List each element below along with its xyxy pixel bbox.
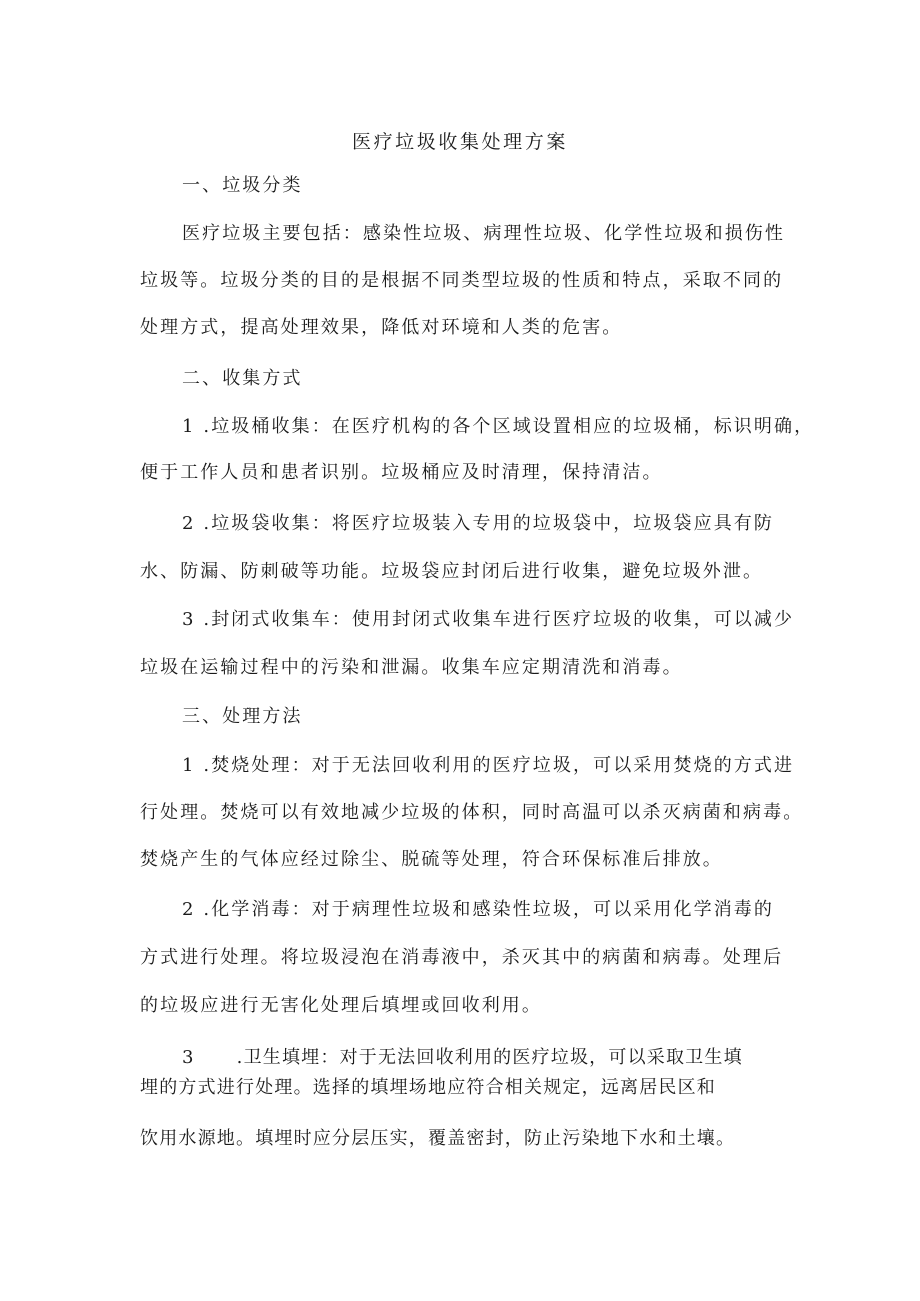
item-number: 2: [182, 513, 196, 534]
item-number: 2: [182, 899, 196, 920]
paragraph-line: 垃圾等。垃圾分类的目的是根据不同类型垃圾的性质和特点，采取不同的: [140, 270, 784, 291]
item-number: 3: [182, 1047, 195, 1068]
paragraph-line: 医疗垃圾主要包括：感染性垃圾、病理性垃圾、化学性垃圾和损伤性: [182, 223, 785, 244]
paragraph-line: 垃圾在运输过程中的污染和泄漏。收集车应定期清洗和消毒。: [140, 657, 683, 678]
paragraph-line: 行处理。焚烧可以有效地减少垃圾的体积，同时高温可以杀灭病菌和病毒。: [140, 802, 804, 823]
list-item: [182, 1047, 743, 1069]
section-heading: 三、处理方法: [182, 706, 303, 727]
section-heading: 一、垃圾分类: [182, 175, 303, 196]
paragraph-line: 的垃圾应进行无害化处理后填埋或回收利用。: [140, 995, 542, 1016]
item-text: .封闭式收集车：使用封闭式收集车进行医疗垃圾的收集，可以减少: [203, 609, 795, 630]
item-text: .垃圾桶收集：在医疗机构的各个区域设置相应的垃圾桶，标识明确，: [203, 416, 815, 437]
item-text: .垃圾袋收集：将医疗垃圾装入专用的垃圾袋中，垃圾袋应具有防: [203, 513, 775, 534]
list-item: [182, 609, 794, 631]
list-item: [182, 416, 814, 438]
paragraph-line: 饮用水源地。填埋时应分层压实，覆盖密封，防止污染地下水和土壤。: [140, 1128, 736, 1149]
list-item: [182, 513, 774, 535]
item-text: .化学消毒：对于病理性垃圾和感染性垃圾，可以采用化学消毒的: [203, 899, 775, 920]
item-text: .卫生填埋：对于无法回收利用的医疗垃圾，可以采取卫生填: [236, 1047, 743, 1068]
paragraph-line: 埋的方式进行处理。选择的填埋场地应符合相关规定，远离居民区和: [140, 1077, 716, 1098]
paragraph-line: 便于工作人员和患者识别。垃圾桶应及时清理，保持清洁。: [140, 462, 663, 483]
paragraph-line: 焚烧产生的气体应经过除尘、脱硫等处理，符合环保标准后排放。: [140, 849, 723, 870]
section-heading: 二、收集方式: [182, 368, 303, 389]
item-number: 3: [182, 609, 196, 630]
page-title: 医疗垃圾收集处理方案: [351, 131, 568, 153]
item-number: 1: [182, 755, 196, 776]
list-item: [182, 899, 774, 921]
item-text: .焚烧处理：对于无法回收利用的医疗垃圾，可以采用焚烧的方式进: [203, 755, 795, 776]
paragraph-line: 方式进行处理。将垃圾浸泡在消毒液中，杀灭其中的病菌和病毒。处理后: [140, 947, 784, 968]
list-item: [182, 755, 794, 777]
paragraph-line: 处理方式，提高处理效果，降低对环境和人类的危害。: [140, 317, 623, 338]
paragraph-line: 水、防漏、防刺破等功能。垃圾袋应封闭后进行收集，避免垃圾外泄。: [140, 561, 764, 582]
item-number: 1: [182, 416, 196, 437]
